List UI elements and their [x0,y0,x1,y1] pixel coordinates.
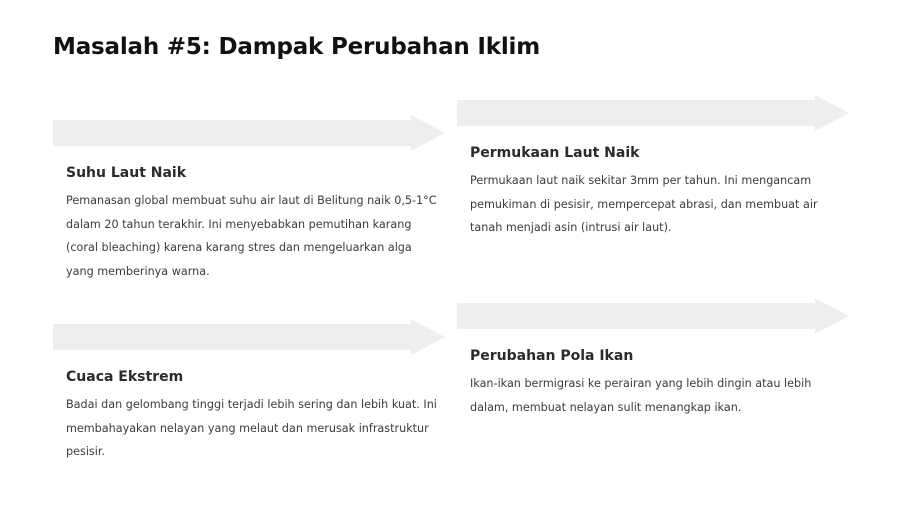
card-heading: Cuaca Ekstrem [66,369,184,385]
card-heading: Permukaan Laut Naik [470,145,640,161]
card-body: Permukaan laut naik sekitar 3mm per tahun. Ini mengancam pemukiman di pesisir, mempercepat abrasi, dan membuat air tanah menjadi asin (intrusi air laut). [470,174,818,234]
card-body: Pemanasan global membuat suhu air laut di Belitung naik 0,5-1°C dalam 20 tahun terakhir. Ini menyebabkan pemutihan karang (coral bleaching) karena karang stres dan mengeluarkan alga yang memberinya warna. [66,194,437,278]
arrow-shape [53,115,445,151]
arrow-shape [457,298,849,334]
card-body: Ikan-ikan bermigrasi ke perairan yang lebih dingin atau lebih dalam, membuat nelayan sulit menangkap ikan. [470,377,812,414]
slide-title: Masalah #5: Dampak Perubahan Iklim [53,34,540,60]
card-heading: Perubahan Pola Ikan [470,348,634,364]
arrow-shape [457,95,849,131]
card-body: Badai dan gelombang tinggi terjadi lebih sering dan lebih kuat. Ini membahayakan nelayan yang melaut dan merusak infrastruktur pesisir. [66,398,437,458]
arrow-shape [53,319,445,355]
card-heading: Suhu Laut Naik [66,165,187,181]
